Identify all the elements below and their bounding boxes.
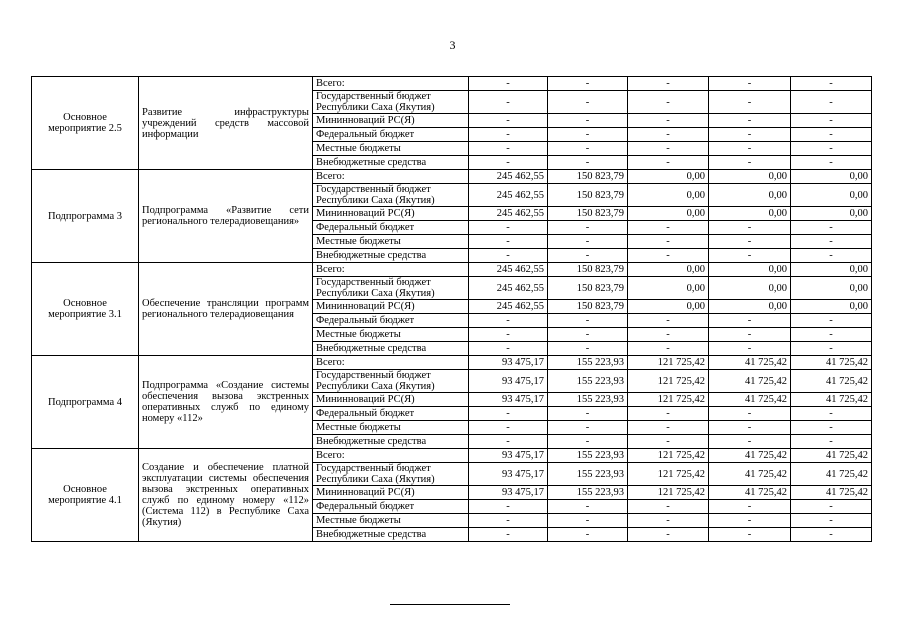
amount-cell: 0,00	[628, 184, 709, 207]
amount-cell: -	[709, 249, 791, 263]
amount-cell: -	[791, 221, 872, 235]
amount-cell: -	[791, 528, 872, 542]
amount-cell: -	[791, 435, 872, 449]
table-row	[32, 356, 872, 370]
amount-cell: -	[791, 500, 872, 514]
amount-cell: 0,00	[628, 170, 709, 184]
amount-cell: -	[469, 314, 548, 328]
amount-cell: 0,00	[791, 207, 872, 221]
amount-cell: -	[709, 156, 791, 170]
amount-cell: -	[548, 156, 628, 170]
amount-cell: -	[628, 342, 709, 356]
funding-source-cell: Мининноваций РС(Я)	[313, 114, 469, 128]
amount-cell: 0,00	[709, 263, 791, 277]
amount-cell: 150 823,79	[548, 170, 628, 184]
amount-cell: -	[548, 249, 628, 263]
program-name-cell: Основное мероприятие 4.1	[32, 449, 139, 542]
program-description-cell: Создание и обеспечение платной эксплуатации системы обеспечения вызова экстренных оперативных служб по единому номеру «112» (Система 112) в Республике Саха (Якутия)	[139, 449, 313, 542]
budget-table	[31, 76, 872, 542]
amount-cell: -	[548, 221, 628, 235]
amount-cell: -	[548, 77, 628, 91]
funding-source-cell: Государственный бюджет Республики Саха (Якутия)	[313, 370, 469, 393]
amount-cell: 93 475,17	[469, 370, 548, 393]
funding-source-cell: Внебюджетные средства	[313, 342, 469, 356]
funding-source-cell: Федеральный бюджет	[313, 221, 469, 235]
amount-cell: -	[709, 435, 791, 449]
funding-source-cell: Мининноваций РС(Я)	[313, 300, 469, 314]
amount-cell: 121 725,42	[628, 356, 709, 370]
amount-cell: 121 725,42	[628, 486, 709, 500]
amount-cell: 121 725,42	[628, 463, 709, 486]
amount-cell: -	[628, 235, 709, 249]
amount-cell: -	[709, 91, 791, 114]
amount-cell: 93 475,17	[469, 463, 548, 486]
amount-cell: -	[709, 528, 791, 542]
funding-source-cell: Федеральный бюджет	[313, 314, 469, 328]
amount-cell: 41 725,42	[791, 449, 872, 463]
program-name-cell: Подпрограмма 3	[32, 170, 139, 263]
amount-cell: -	[628, 156, 709, 170]
amount-cell: -	[548, 342, 628, 356]
amount-cell: -	[548, 421, 628, 435]
amount-cell: -	[469, 114, 548, 128]
amount-cell: -	[628, 91, 709, 114]
program-name-cell: Основное мероприятие 3.1	[32, 263, 139, 356]
amount-cell: -	[709, 407, 791, 421]
amount-cell: -	[548, 314, 628, 328]
amount-cell: -	[791, 142, 872, 156]
footer-rule	[390, 604, 510, 605]
amount-cell: 0,00	[791, 277, 872, 300]
amount-cell: 0,00	[791, 184, 872, 207]
amount-cell: -	[628, 314, 709, 328]
amount-cell: -	[548, 114, 628, 128]
amount-cell: 245 462,55	[469, 184, 548, 207]
amount-cell: -	[469, 249, 548, 263]
amount-cell: -	[469, 77, 548, 91]
amount-cell: -	[469, 514, 548, 528]
program-description-cell: Подпрограмма «Создание системы обеспечения вызова экстренных оперативных служб по единому номеру «112»	[139, 356, 313, 449]
amount-cell: 0,00	[628, 277, 709, 300]
amount-cell: 245 462,55	[469, 263, 548, 277]
amount-cell: -	[548, 407, 628, 421]
amount-cell: -	[628, 142, 709, 156]
amount-cell: -	[469, 128, 548, 142]
amount-cell: -	[709, 142, 791, 156]
amount-cell: 0,00	[791, 263, 872, 277]
amount-cell: 150 823,79	[548, 207, 628, 221]
funding-source-cell: Федеральный бюджет	[313, 128, 469, 142]
amount-cell: -	[709, 328, 791, 342]
amount-cell: -	[469, 407, 548, 421]
amount-cell: 41 725,42	[791, 356, 872, 370]
amount-cell: 0,00	[709, 170, 791, 184]
amount-cell: 0,00	[709, 184, 791, 207]
amount-cell: 93 475,17	[469, 356, 548, 370]
amount-cell: -	[469, 221, 548, 235]
amount-cell: 0,00	[791, 170, 872, 184]
amount-cell: -	[628, 421, 709, 435]
amount-cell: -	[791, 249, 872, 263]
amount-cell: 41 725,42	[709, 449, 791, 463]
amount-cell: 41 725,42	[791, 486, 872, 500]
amount-cell: 41 725,42	[791, 370, 872, 393]
amount-cell: -	[791, 77, 872, 91]
amount-cell: -	[791, 314, 872, 328]
funding-source-cell: Государственный бюджет Республики Саха (Якутия)	[313, 277, 469, 300]
amount-cell: 41 725,42	[709, 356, 791, 370]
page-number: 3	[449, 38, 456, 52]
funding-source-cell: Всего:	[313, 356, 469, 370]
amount-cell: -	[469, 500, 548, 514]
amount-cell: 41 725,42	[709, 370, 791, 393]
funding-source-cell: Всего:	[313, 170, 469, 184]
amount-cell: 155 223,93	[548, 393, 628, 407]
amount-cell: 41 725,42	[791, 463, 872, 486]
amount-cell: -	[469, 342, 548, 356]
amount-cell: -	[548, 235, 628, 249]
funding-source-cell: Внебюджетные средства	[313, 156, 469, 170]
amount-cell: -	[548, 514, 628, 528]
budget-table-body	[32, 77, 872, 542]
amount-cell: -	[469, 91, 548, 114]
amount-cell: -	[628, 435, 709, 449]
amount-cell: -	[628, 407, 709, 421]
amount-cell: 0,00	[791, 300, 872, 314]
funding-source-cell: Мининноваций РС(Я)	[313, 393, 469, 407]
amount-cell: -	[548, 91, 628, 114]
program-description-cell: Подпрограмма «Развитие сети регионального телерадиовещания»	[139, 170, 313, 263]
amount-cell: -	[709, 221, 791, 235]
amount-cell: 0,00	[628, 300, 709, 314]
funding-source-cell: Внебюджетные средства	[313, 249, 469, 263]
funding-source-cell: Государственный бюджет Республики Саха (Якутия)	[313, 91, 469, 114]
funding-source-cell: Внебюджетные средства	[313, 528, 469, 542]
amount-cell: 155 223,93	[548, 463, 628, 486]
amount-cell: -	[628, 249, 709, 263]
amount-cell: 150 823,79	[548, 263, 628, 277]
amount-cell: -	[548, 435, 628, 449]
amount-cell: -	[548, 500, 628, 514]
amount-cell: -	[548, 128, 628, 142]
amount-cell: -	[628, 77, 709, 91]
amount-cell: 155 223,93	[548, 449, 628, 463]
amount-cell: 41 725,42	[709, 463, 791, 486]
amount-cell: -	[791, 514, 872, 528]
amount-cell: -	[709, 342, 791, 356]
funding-source-cell: Местные бюджеты	[313, 142, 469, 156]
amount-cell: -	[709, 514, 791, 528]
table-row	[32, 170, 872, 184]
amount-cell: -	[628, 514, 709, 528]
amount-cell: 0,00	[709, 300, 791, 314]
funding-source-cell: Всего:	[313, 77, 469, 91]
funding-source-cell: Государственный бюджет Республики Саха (Якутия)	[313, 463, 469, 486]
amount-cell: -	[709, 314, 791, 328]
amount-cell: -	[709, 500, 791, 514]
funding-source-cell: Местные бюджеты	[313, 328, 469, 342]
amount-cell: -	[469, 435, 548, 449]
amount-cell: 93 475,17	[469, 449, 548, 463]
amount-cell: -	[709, 235, 791, 249]
amount-cell: 0,00	[628, 207, 709, 221]
funding-source-cell: Всего:	[313, 263, 469, 277]
amount-cell: -	[791, 342, 872, 356]
amount-cell: -	[709, 128, 791, 142]
funding-source-cell: Мининноваций РС(Я)	[313, 207, 469, 221]
funding-source-cell: Внебюджетные средства	[313, 435, 469, 449]
table-row	[32, 77, 872, 91]
funding-source-cell: Федеральный бюджет	[313, 407, 469, 421]
amount-cell: 121 725,42	[628, 449, 709, 463]
amount-cell: 41 725,42	[791, 393, 872, 407]
amount-cell: -	[709, 114, 791, 128]
amount-cell: -	[791, 156, 872, 170]
program-description-cell: Развитие инфраструктуры учреждений средств массовой информации	[139, 77, 313, 170]
amount-cell: -	[791, 235, 872, 249]
amount-cell: -	[791, 91, 872, 114]
amount-cell: -	[709, 77, 791, 91]
funding-source-cell: Федеральный бюджет	[313, 500, 469, 514]
table-row	[32, 449, 872, 463]
amount-cell: 0,00	[709, 277, 791, 300]
amount-cell: 93 475,17	[469, 486, 548, 500]
amount-cell: 150 823,79	[548, 184, 628, 207]
amount-cell: -	[548, 328, 628, 342]
amount-cell: -	[469, 156, 548, 170]
amount-cell: -	[628, 221, 709, 235]
amount-cell: -	[469, 328, 548, 342]
amount-cell: 245 462,55	[469, 207, 548, 221]
funding-source-cell: Местные бюджеты	[313, 235, 469, 249]
amount-cell: -	[628, 528, 709, 542]
amount-cell: -	[628, 328, 709, 342]
amount-cell: -	[709, 421, 791, 435]
amount-cell: 245 462,55	[469, 170, 548, 184]
amount-cell: 155 223,93	[548, 370, 628, 393]
amount-cell: 155 223,93	[548, 486, 628, 500]
amount-cell: -	[469, 235, 548, 249]
amount-cell: -	[791, 407, 872, 421]
funding-source-cell: Государственный бюджет Республики Саха (Якутия)	[313, 184, 469, 207]
amount-cell: 245 462,55	[469, 300, 548, 314]
amount-cell: -	[469, 528, 548, 542]
amount-cell: -	[628, 500, 709, 514]
amount-cell: -	[548, 142, 628, 156]
amount-cell: 150 823,79	[548, 277, 628, 300]
funding-source-cell: Мининноваций РС(Я)	[313, 486, 469, 500]
funding-source-cell: Всего:	[313, 449, 469, 463]
amount-cell: 150 823,79	[548, 300, 628, 314]
amount-cell: -	[791, 328, 872, 342]
amount-cell: -	[548, 528, 628, 542]
amount-cell: -	[791, 128, 872, 142]
amount-cell: 41 725,42	[709, 393, 791, 407]
amount-cell: -	[469, 142, 548, 156]
amount-cell: 155 223,93	[548, 356, 628, 370]
amount-cell: 41 725,42	[709, 486, 791, 500]
table-row	[32, 263, 872, 277]
amount-cell: -	[791, 114, 872, 128]
amount-cell: 245 462,55	[469, 277, 548, 300]
amount-cell: 0,00	[709, 207, 791, 221]
program-name-cell: Подпрограмма 4	[32, 356, 139, 449]
funding-source-cell: Местные бюджеты	[313, 514, 469, 528]
amount-cell: 121 725,42	[628, 370, 709, 393]
amount-cell: -	[469, 421, 548, 435]
amount-cell: -	[628, 114, 709, 128]
amount-cell: 93 475,17	[469, 393, 548, 407]
program-description-cell: Обеспечение трансляции программ регионального телерадиовещания	[139, 263, 313, 356]
amount-cell: -	[791, 421, 872, 435]
amount-cell: -	[628, 128, 709, 142]
amount-cell: 121 725,42	[628, 393, 709, 407]
program-name-cell: Основное мероприятие 2.5	[32, 77, 139, 170]
amount-cell: 0,00	[628, 263, 709, 277]
funding-source-cell: Местные бюджеты	[313, 421, 469, 435]
